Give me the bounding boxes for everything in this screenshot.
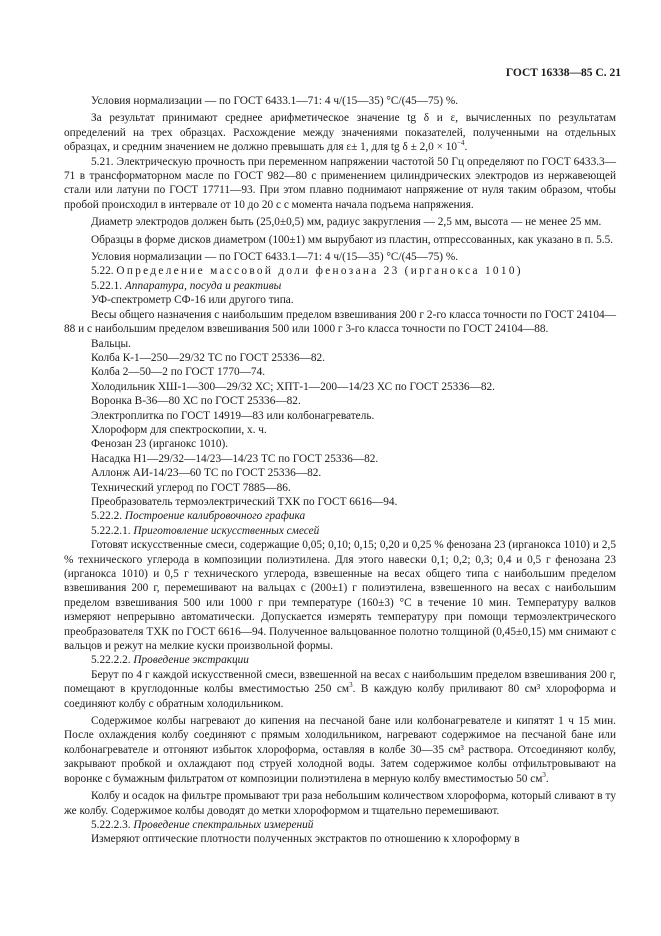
paragraph: Диаметр электродов должен быть (25,0±0,5) мм, радиус закругления — 2,5 мм, высота — не менее 25 мм. <box>91 216 602 229</box>
paragraph: Условия нормализации — по ГОСТ 6433.1—71: 4 ч/(15—35) °С/(45—75) %. <box>91 251 459 264</box>
paragraph: Условия нормализации — по ГОСТ 6433.1—71: 4 ч/(15—35) °С/(45—75) %. <box>91 95 459 107</box>
subsection-heading: 5.22.2.3. Проведение спектральных измерений <box>91 818 314 831</box>
list-item: Фенозан 23 (ирганокс 1010). <box>91 438 229 451</box>
paragraph: 5.21. Электрическую прочность при переменном напряжении частотой 50 Гц определяют по ГОСТ 6433.3—71 в трансформаторном масле по ГОСТ 982—80 с применением цилиндрических электродов из нержавеющей стали или латуни по ГОСТ 17711—93. При этом плавно поднимают напряжение от нуля таким образом, чтобы пробой происходил в интервале от 10 до 20 с с момента начала подъема напряжения. <box>64 155 616 211</box>
list-item: Колба К-1—250—29/32 ТС по ГОСТ 25336—82. <box>91 351 325 364</box>
paragraph: Готовят искусственные смеси, содержащие 0,05; 0,10; 0,15; 0,20 и 0,25 % фенозана 23 (ирганокса 1010) и 2,5 % технического углерода в композиции полиэтилена. Для этого навески 0,1; 0,2; 0,3; 0,4 и 0,5 г фенозана 23 (ирганокса 1010) и 0,5 г технического углерода, взвешенные на весах общего типа с наибольшим пределом взвешивания 200 г, перемешивают на вальцах с (200±1) г полиэтилена, взвешенного на весах с наибольшим пределом взвешивания 500 или 1000 г при температуре (160±3) °С в течение 10 мин. Температуру валков измеряют непрерывно автоматически. Допускается измерять температуру при помощи термоэлектрического преобразователя ТХК по ГОСТ 6616—94. Полученное вальцованное полотно толщиной (0,45±0,15) мм снимают с вальцов и режут на мелкие куски произвольной формы. <box>64 539 616 653</box>
paragraph: Колбу и осадок на фильтре промывают три раза небольшим количеством хлороформа, который сливают в ту же колбу. Содержимое колбы доводят до метки хлороформом и тщательно перемешивают. <box>64 790 616 817</box>
section-heading: 5.22. Определение массовой доли фенозана 23 (ирганокса 1010) <box>91 265 523 278</box>
subsection-heading: 5.22.1. Аппаратура, посуда и реактивы <box>91 279 282 292</box>
subsection-heading: 5.22.2. Построение калибровочного графика <box>91 510 306 523</box>
document-body <box>64 94 616 847</box>
paragraph: Берут по 4 г каждой искусственной смеси, взвешенной на весах с наибольшим пределом взвешивания 200 г, помещают в круглодонные колбы вместимостью 250 $см^3$. В каждую колбу приливают 80 см³ хлороформа и соединяют колбу с обратным холодильником. <box>64 668 617 710</box>
paragraph: Измеряют оптические плотности полученных экстрактов по отношению к хлороформу в <box>91 833 520 846</box>
list-item: Вальцы. <box>91 337 131 350</box>
list-item: Насадка Н1—29/32—14/23—14/23 ТС по ГОСТ 25336—82. <box>91 452 379 465</box>
paragraph: За результат принимают среднее арифметическое значение tg δ и ε, вычисленных по результатам определений на трех образцах. Расхождение между значениями показателей, полученными на отдельных образцах, и средним значением не должно превышать для ε± 1, для tg $\delta \pm 2,0 \times 10^{-4}$. <box>64 112 616 154</box>
list-item: Аллонж АИ-14/23—60 ТС по ГОСТ 25336—82. <box>91 467 322 480</box>
paragraph: Образцы в форме дисков диаметром (100±1) мм вырубают из пластин, отпрессованных, как указано в п. 5.5. <box>91 233 614 246</box>
paragraph: Содержимое колбы нагревают до кипения на песчаной бане или колбонагревателе и кипятят 1 ч 15 мин. После охлаждения колбу соединяют с прямым холодильником, нагревают содержимое на песчаной бане или колбонагревателе и отгоняют избыток хлороформа, оставляя в колбе 30—35 см³ раствора. Отсоединяют колбу, закрывают пробкой и охлаждают под струей холодной воды. Затем содержимое колбы отфильтровывают на воронке с бумажным фильтратом от композиции полиэтилена в мерную колбу вместимостью 50 $см^3$. <box>64 715 616 785</box>
list-item: Весы общего назначения с наибольшим пределом взвешивания 200 г 2-го класса точности по ГОСТ 24104—88 и с наибольшим пределом взвешивания 500 или 1000 г 3-го класса точности по ГОСТ 24104—88. <box>64 308 616 336</box>
list-item: Преобразователь термоэлектрический ТХК по ГОСТ 6616—94. <box>91 495 398 508</box>
list-item: Хлороформ для спектроскопии, х. ч. <box>91 423 267 436</box>
page-header: ГОСТ 16338—85 С. 21 <box>505 67 621 79</box>
subsection-heading: 5.22.2.1. Приготовление искусственных смесей <box>91 524 320 537</box>
list-item: Технический углерод по ГОСТ 7885—86. <box>91 481 291 494</box>
list-item: Электроплитка по ГОСТ 14919—83 или колбонагреватель. <box>91 409 375 422</box>
list-item: УФ-спектрометр СФ-16 или другого типа. <box>91 294 294 307</box>
list-item: Холодильник ХШ-1—300—29/32 ХС; ХПТ-1—200—14/23 ХС по ГОСТ 25336—82. <box>91 380 495 393</box>
subsection-heading: 5.22.2.2. Проведение экстракции <box>91 654 249 667</box>
list-item: Колба 2—50—2 по ГОСТ 1770—74. <box>91 366 266 379</box>
list-item: Воронка В-36—80 ХС по ГОСТ 25336—82. <box>91 395 301 408</box>
